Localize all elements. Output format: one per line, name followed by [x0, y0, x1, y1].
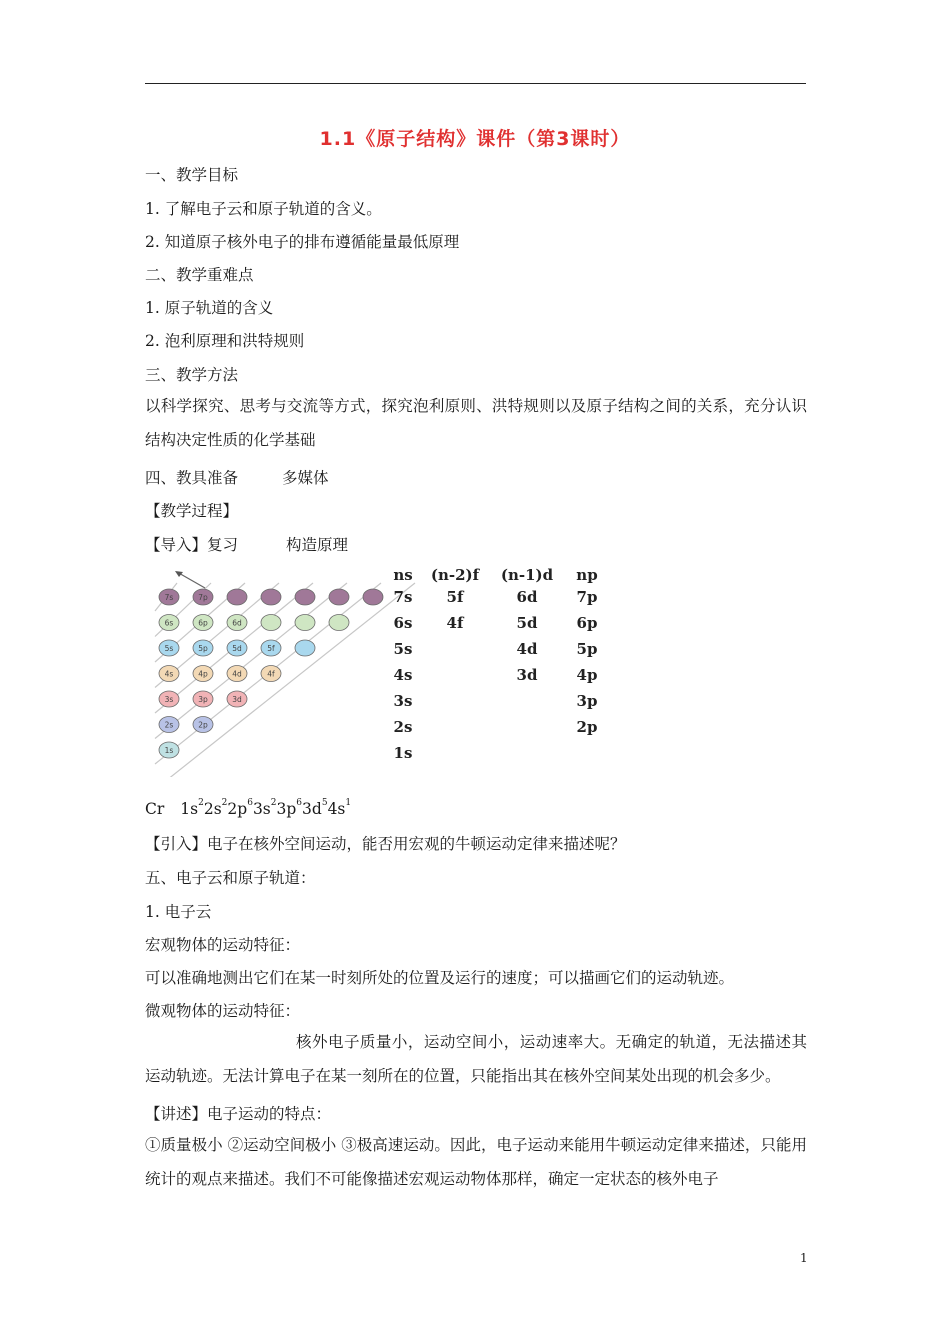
header-rule	[145, 83, 806, 84]
orbital-label: 5f	[267, 644, 275, 653]
table-cell: 4s	[393, 666, 413, 684]
config-orbital: 3p	[276, 800, 297, 818]
orbital-label: 4d	[232, 669, 242, 679]
table-cell: 1s	[393, 744, 413, 762]
orbital-label: 4s	[164, 669, 174, 679]
table-cell: 3d	[516, 666, 538, 684]
config-orbital: 4s	[327, 800, 346, 818]
orbital-circle	[227, 589, 247, 605]
intro-line	[145, 533, 348, 555]
section-3-text: 以科学探究、思考与交流等方式，探究泡利原则、洪特规则以及原子结构之间的关系，充分认识结构决定性质的化学基础	[145, 397, 807, 449]
orbital-circle	[295, 640, 315, 656]
section-1-item-2: 2. 知道原子核外电子的排布遵循能量最低原理	[145, 233, 460, 251]
orbital-label: 4f	[267, 669, 275, 679]
section-4-heading: 四、教具准备	[145, 469, 239, 487]
intro-label: 【导入】复习	[145, 536, 239, 554]
cr-configuration	[145, 800, 351, 818]
orbital-circle	[261, 589, 281, 605]
table-cell: 4f	[446, 614, 464, 632]
config-exponent: 1	[345, 798, 352, 808]
section-2-item-1: 1. 原子轨道的含义	[145, 299, 274, 317]
micro-label: 微观物体的运动特征：	[145, 1002, 301, 1020]
orbital-label: 4p	[198, 669, 208, 679]
page-number: 1	[800, 1251, 808, 1265]
table-cell: 5f	[446, 588, 464, 606]
config-orbital: 2p	[227, 800, 248, 818]
orbital-label: 2p	[198, 720, 208, 730]
section-5-heading: 五、电子云和原子轨道：	[145, 869, 316, 887]
section-4-line	[145, 466, 329, 488]
orbital-circle	[261, 615, 281, 631]
config-exponent: 2	[221, 798, 228, 808]
orbital-label: 5p	[198, 644, 208, 653]
lecture-label: 【讲述】电子运动的特点：	[145, 1105, 332, 1123]
orbital-label: 7p	[198, 593, 208, 602]
table-cell: 6p	[576, 614, 598, 632]
orbital-circle	[329, 615, 349, 631]
config-exponent: 2	[270, 798, 277, 808]
section-1-item-1: 1. 了解电子云和原子轨道的含义。	[145, 200, 382, 218]
section-2-heading: 二、教学重难点	[145, 266, 254, 284]
table-cell: 5d	[516, 614, 538, 632]
page-title: 1.1《原子结构》课件（第3课时）	[319, 128, 631, 150]
lead-in: 【引入】电子在核外空间运动，能否用宏观的牛顿运动定律来描述呢？	[145, 835, 626, 853]
orbital-label: 3p	[198, 695, 208, 704]
macro-text: 可以准确地测出它们在某一时刻所处的位置及运行的速度；可以描画它们的运动轨迹。	[145, 969, 735, 987]
orbital-label: 6s	[164, 618, 174, 628]
section-2-item-2: 2. 泡利原理和洪特规则	[145, 332, 305, 350]
table-cell: 3s	[393, 692, 413, 710]
table-cell: 5s	[393, 640, 413, 658]
micro-text: 核外电子质量小，运动空间小，运动速率大。无确定的轨道，无法描述其运动轨迹。无法计算电子在某一刻所在的位置，只能指出其在核外空间某处出现的机会多少。	[145, 1033, 807, 1085]
column-header: ns	[393, 566, 413, 584]
orbital-label: 6p	[198, 618, 208, 628]
orbital-label: 2s	[164, 720, 174, 730]
orbital-circle	[295, 589, 315, 605]
intro-value: 构造原理	[286, 536, 349, 554]
table-cell: 4p	[576, 666, 598, 684]
arrow-shaft	[177, 572, 205, 588]
orbital-circle	[295, 615, 315, 631]
section-4-value: 多媒体	[282, 469, 329, 487]
diagonal-guide	[155, 583, 415, 777]
table-cell: 5p	[576, 640, 598, 658]
orbital-label: 5s	[164, 644, 174, 653]
column-header: np	[576, 566, 598, 584]
config-orbital: 2s	[203, 800, 222, 818]
config-orbital: 1s	[180, 800, 199, 818]
orbital-label: 7s	[164, 593, 174, 602]
orbital-label: 5d	[232, 644, 242, 653]
config-orbital: 3d	[302, 800, 322, 818]
table-cell: 4d	[516, 640, 538, 658]
config-exponent: 5	[321, 798, 328, 808]
orbital-label: 1s	[164, 746, 174, 755]
column-header: (n-2)f	[430, 566, 480, 584]
arrow-head	[175, 571, 183, 577]
section-5-item-1: 1. 电子云	[145, 903, 212, 921]
config-exponent: 6	[296, 798, 303, 808]
section-3-heading: 三、教学方法	[145, 366, 239, 384]
config-exponent: 2	[198, 798, 204, 808]
lecture-text: ①质量极小 ②运动空间极小 ③极高速运动。因此，电子运动来能用牛顿运动定律来描述，只能用统计的观点来描述。我们不可能像描述宏观运动物体那样，确定一定状态的核外电子	[145, 1136, 807, 1188]
table-cell: 3p	[576, 692, 598, 710]
orbital-circle	[329, 589, 349, 605]
orbital-label: 3d	[232, 695, 242, 704]
orbital-circle	[363, 589, 383, 605]
process-heading: 【教学过程】	[145, 502, 239, 520]
table-cell: 6s	[393, 614, 413, 632]
table-cell: 7p	[576, 588, 598, 606]
table-cell: 2s	[393, 718, 413, 736]
macro-label: 宏观物体的运动特征：	[145, 936, 301, 954]
cr-label: Cr	[145, 800, 165, 818]
orbital-label: 6d	[232, 618, 242, 628]
cr-electron-config	[180, 800, 351, 818]
orbital-label: 3s	[164, 695, 174, 704]
aufbau-diagram	[145, 562, 615, 777]
table-cell: 6d	[516, 588, 538, 606]
table-cell: 2p	[576, 718, 598, 736]
config-exponent: 6	[247, 798, 253, 808]
column-header: (n-1)d	[500, 566, 554, 584]
config-orbital: 3s	[252, 800, 271, 818]
table-cell: 7s	[393, 588, 413, 606]
section-1-heading: 一、教学目标	[145, 166, 239, 184]
